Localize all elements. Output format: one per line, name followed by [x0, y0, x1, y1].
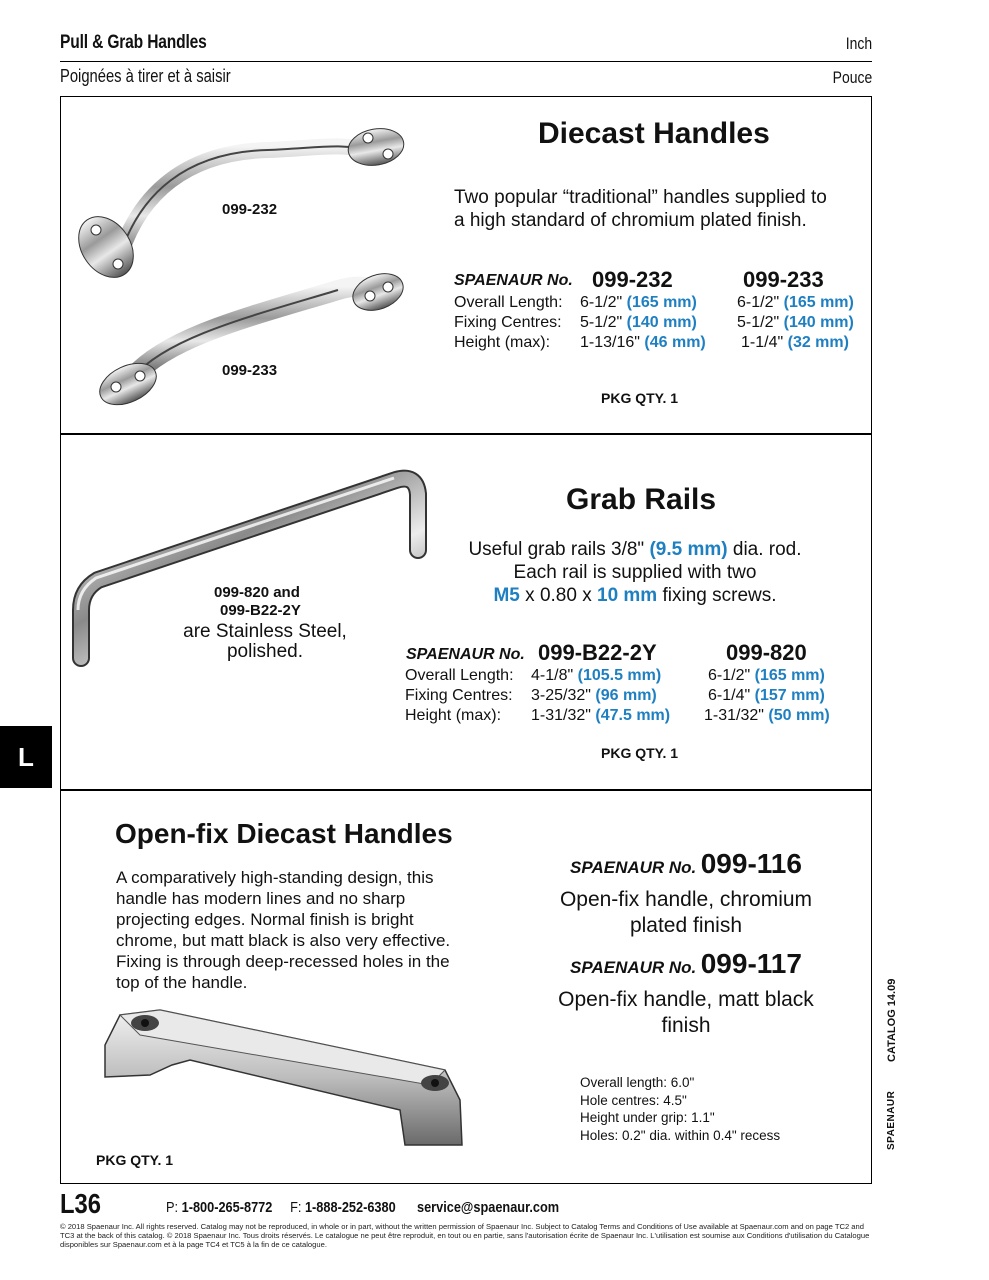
spec-inch: 1-31/32" — [704, 707, 764, 724]
spec-mm: (165 mm) — [783, 294, 854, 311]
unit-label: Inch — [845, 34, 872, 53]
spec-value — [737, 313, 854, 333]
spec-inch: 5-1/2" — [580, 314, 623, 331]
figure-note-line: are Stainless Steel, — [183, 621, 347, 642]
spec-value — [580, 293, 697, 313]
part-number: 099-232 — [592, 267, 673, 292]
spec-entry — [548, 948, 824, 980]
spec-mm: (157 mm) — [754, 687, 825, 704]
spec-value — [531, 706, 670, 726]
spec-label: SPAENAUR No. — [570, 958, 697, 977]
spec-inch: 3-25/32" — [531, 687, 591, 704]
section-divider — [60, 789, 872, 791]
copyright-notice: © 2018 Spaenaur Inc. All rights reserved. Catalog may not be reproduced, in whole or in part, without the written permission of Spaenaur Inc. Subject to Catalog Terms and Conditions of Use available at Spaenaur.com and on page TC2 and TC3 at the back of this catalog. © 2018 Spaenaur Inc. Tous droits réservés. Le catalogue ne peut être reproduit, en tout ou en partie, sans l'autorisation écrite de Spaenaur Inc. L'utilisation est soumise aux Conditions d'utilisation du Catalogue disponibles sur Spaenaur.com et à la page TC4 et TC5 à la fin de ce catalogue. — [60, 1222, 870, 1249]
item-description: Open-fix handle, chromium plated finish — [559, 888, 813, 937]
spec-list — [580, 1074, 780, 1144]
part-number: 099-233 — [743, 267, 824, 292]
figure-note-line: polished. — [226, 641, 304, 662]
spec-inch: 4-1/8" — [531, 667, 574, 684]
section-description — [440, 538, 830, 607]
section-title: Diecast Handles — [538, 117, 770, 150]
spec-inch: 6-1/2" — [737, 294, 780, 311]
spec-value — [531, 666, 661, 686]
spec-row-label: Height (max): — [454, 334, 551, 351]
spec-mm: (165 mm) — [754, 667, 825, 684]
spec-line: Holes: 0.2" dia. within 0.4" recess — [580, 1127, 781, 1143]
figure-label: 099-233 — [222, 362, 278, 379]
open-fix-handle-image — [100, 1005, 470, 1155]
desc-text: dia. rod. — [732, 539, 802, 560]
section-description: A comparatively high-standing design, this handle has modern lines and no sharp projecting edges. Normal finish is bright chrome, but matt black is also very effective. Fixing is through deep-recessed holes in the top of the handle. — [116, 868, 451, 992]
figure-note — [180, 622, 350, 662]
brand-logo: SPAENAUR — [886, 1090, 897, 1150]
spec-row-label: Height (max): — [405, 707, 502, 724]
page-subtitle: Poignées à tirer et à saisir — [60, 66, 231, 86]
part-number: 099-117 — [700, 948, 802, 979]
spec-value — [704, 706, 830, 726]
fax-label: F: — [290, 1199, 302, 1216]
phone-number[interactable]: 1-800-265-8772 — [181, 1199, 273, 1216]
desc-mm: 10 mm — [597, 585, 658, 606]
section-title: Open-fix Diecast Handles — [115, 818, 453, 849]
page-title: Pull & Grab Handles — [60, 32, 207, 53]
section-divider — [60, 433, 872, 435]
spec-value — [741, 333, 849, 353]
part-number: 099-116 — [700, 848, 802, 879]
spec-mm: (46 mm) — [644, 334, 706, 351]
spec-inch: 6-1/2" — [708, 667, 751, 684]
spec-label: SPAENAUR No. — [454, 272, 573, 289]
spec-row-label: Overall Length: — [454, 294, 563, 311]
desc-text: Each rail is supplied with two — [513, 562, 757, 583]
desc-mm: M5 — [493, 585, 520, 606]
desc-mm: (9.5 mm) — [649, 539, 728, 560]
spec-value — [531, 686, 657, 706]
email-link[interactable]: service@spaenaur.com — [416, 1199, 560, 1216]
catalog-version: CATALOG 14.09 — [886, 978, 898, 1062]
unit-label-fr: Pouce — [832, 68, 872, 87]
spec-mm: (140 mm) — [783, 314, 854, 331]
header-rule — [60, 61, 872, 62]
spec-row-label: Fixing Centres: — [454, 314, 562, 331]
part-number: 099-B22-2Y — [538, 640, 657, 665]
spec-line: Overall length: 6.0" — [580, 1075, 695, 1090]
spec-value — [580, 313, 697, 333]
part-number: 099-820 — [726, 640, 807, 665]
spec-mm: (32 mm) — [787, 334, 849, 351]
spec-inch: 1-1/4" — [741, 334, 784, 351]
desc-text: fixing screws. — [662, 585, 777, 606]
spec-inch: 1-31/32" — [531, 707, 591, 724]
spec-inch: 1-13/16" — [580, 334, 640, 351]
figure-label: 099-820 and — [214, 584, 300, 601]
page-number: L36 — [60, 1188, 102, 1219]
spec-row-label: Overall Length: — [405, 667, 514, 684]
section-description: Two popular “traditional” handles supplied to a high standard of chromium plated finish. — [454, 187, 827, 231]
fax-number: 1-888-252-6380 — [304, 1199, 396, 1216]
spec-mm: (165 mm) — [626, 294, 697, 311]
package-quantity: PKG QTY. 1 — [96, 1152, 174, 1168]
spec-entry — [548, 848, 824, 880]
desc-text: x 0.80 x — [525, 585, 592, 606]
spec-label: SPAENAUR No. — [570, 858, 697, 877]
section-tab[interactable]: L — [0, 726, 52, 788]
spec-line: Height under grip: 1.1" — [580, 1110, 715, 1125]
item-description: Open-fix handle, matt black finish — [558, 988, 814, 1037]
figure-label: 099-232 — [222, 201, 278, 218]
spec-mm: (47.5 mm) — [595, 707, 671, 724]
figure-label: 099-B22-2Y — [220, 602, 301, 619]
desc-text: Useful grab rails 3/8" — [468, 539, 645, 560]
spec-value — [708, 666, 825, 686]
spec-inch: 6-1/4" — [708, 687, 751, 704]
section-title: Grab Rails — [566, 483, 717, 516]
package-quantity: PKG QTY. 1 — [601, 745, 679, 761]
spec-value — [737, 293, 854, 313]
spec-mm: (50 mm) — [768, 707, 830, 724]
spec-row-label: Fixing Centres: — [405, 687, 513, 704]
phone-label: P: — [166, 1199, 179, 1216]
spec-inch: 5-1/2" — [737, 314, 780, 331]
spec-line: Hole centres: 4.5" — [580, 1092, 687, 1108]
spec-mm: (140 mm) — [626, 314, 697, 331]
footer-contact — [166, 1199, 559, 1216]
spec-label: SPAENAUR No. — [406, 646, 525, 663]
spec-mm: (105.5 mm) — [577, 667, 662, 684]
package-quantity: PKG QTY. 1 — [601, 390, 679, 406]
spec-value — [708, 686, 825, 706]
spec-inch: 6-1/2" — [580, 294, 623, 311]
spec-mm: (96 mm) — [595, 687, 657, 704]
spec-value — [580, 333, 706, 353]
